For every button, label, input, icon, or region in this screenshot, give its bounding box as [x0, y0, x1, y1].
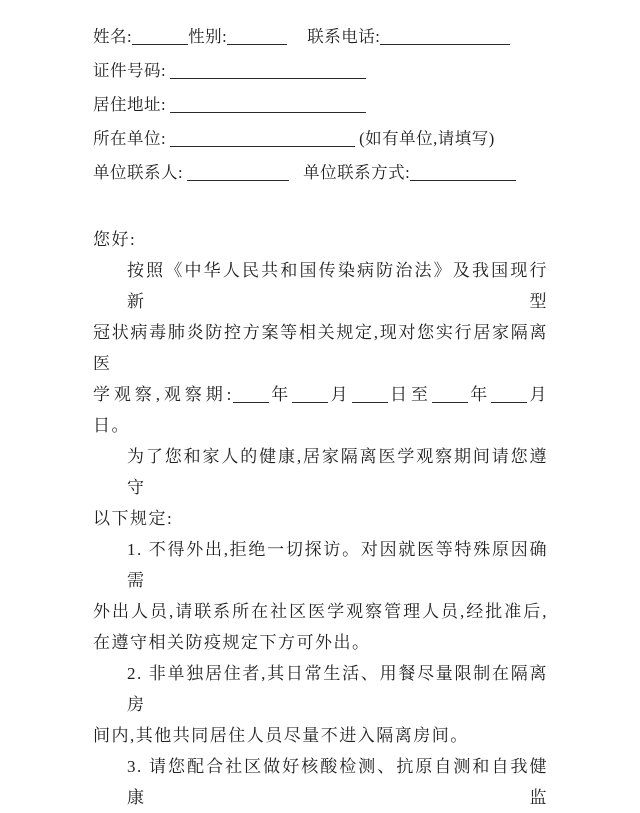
blank-field — [380, 41, 510, 45]
text-segment: 学观察,观察期: — [93, 385, 233, 404]
blank-field — [187, 177, 289, 181]
text-segment: 证件号码: — [93, 61, 167, 80]
notice-body-section — [93, 224, 548, 813]
text-segment: 年 — [467, 385, 492, 404]
text-segment: 以下规定: — [93, 509, 174, 528]
text-line — [93, 751, 548, 813]
text-segment: 3. 请您配合社区做好核酸检测、抗原自测和自我健康监 — [127, 757, 548, 807]
text-segment: 您好: — [93, 230, 137, 249]
text-line — [93, 720, 548, 751]
text-segment: 单位联系方式: — [303, 163, 411, 182]
text-line — [93, 410, 548, 441]
form-row — [93, 60, 548, 82]
text-segment: 月 — [527, 385, 549, 404]
blank-field — [227, 41, 287, 45]
blank-field — [491, 399, 527, 403]
text-line — [93, 379, 548, 410]
text-line — [93, 627, 548, 658]
text-segment: 日。 — [93, 416, 130, 435]
text-segment: 外出人员,请联系所在社区医学观察管理人员,经批准后, — [93, 602, 548, 621]
text-segment: 年 — [268, 385, 293, 404]
blank-field — [170, 75, 366, 79]
text-line — [93, 255, 548, 317]
blank-field — [233, 399, 269, 403]
text-segment: 2. 非单独居住者,其日常生活、用餐尽量限制在隔离房 — [127, 664, 548, 714]
text-line — [93, 317, 548, 379]
text-segment: 居住地址: — [93, 95, 167, 114]
blank-field — [170, 109, 366, 113]
form-row — [93, 94, 548, 116]
blank-field — [410, 177, 516, 181]
text-segment: 联系电话: — [307, 27, 381, 46]
blank-field — [292, 399, 328, 403]
form-row — [93, 128, 548, 150]
text-line — [93, 503, 548, 534]
text-line — [93, 224, 548, 255]
text-segment: 所在单位: — [93, 129, 167, 148]
blank-field — [170, 143, 355, 147]
blank-field — [352, 399, 388, 403]
text-segment: 月 — [328, 385, 352, 404]
text-segment: 日至 — [387, 385, 432, 404]
text-segment: 在遵守相关防疫规定下方可外出。 — [93, 633, 371, 652]
text-line — [93, 658, 548, 720]
text-segment: 按照《中华人民共和国传染病防治法》及我国现行新型 — [127, 261, 548, 311]
text-line — [93, 441, 548, 503]
text-segment: (如有单位,请填写) — [359, 129, 495, 148]
text-segment: 单位联系人: — [93, 163, 184, 182]
text-segment: 冠状病毒肺炎防控方案等相关规定,现对您实行居家隔离医 — [93, 323, 548, 373]
form-row — [93, 26, 548, 48]
text-line — [93, 534, 548, 596]
blank-field — [432, 399, 468, 403]
text-line — [93, 596, 548, 627]
blank-field — [132, 41, 188, 45]
text-segment: 为了您和家人的健康,居家隔离医学观察期间请您遵守 — [127, 447, 548, 497]
form-row — [93, 162, 548, 184]
text-segment: 性别: — [188, 27, 228, 46]
text-segment: 间内,其他共同居住人员尽量不进入隔离房间。 — [93, 726, 469, 745]
text-segment: 姓名: — [93, 27, 133, 46]
contact-form-section — [93, 26, 548, 184]
text-segment: 1. 不得外出,拒绝一切探访。对因就医等特殊原因确需 — [127, 540, 548, 590]
